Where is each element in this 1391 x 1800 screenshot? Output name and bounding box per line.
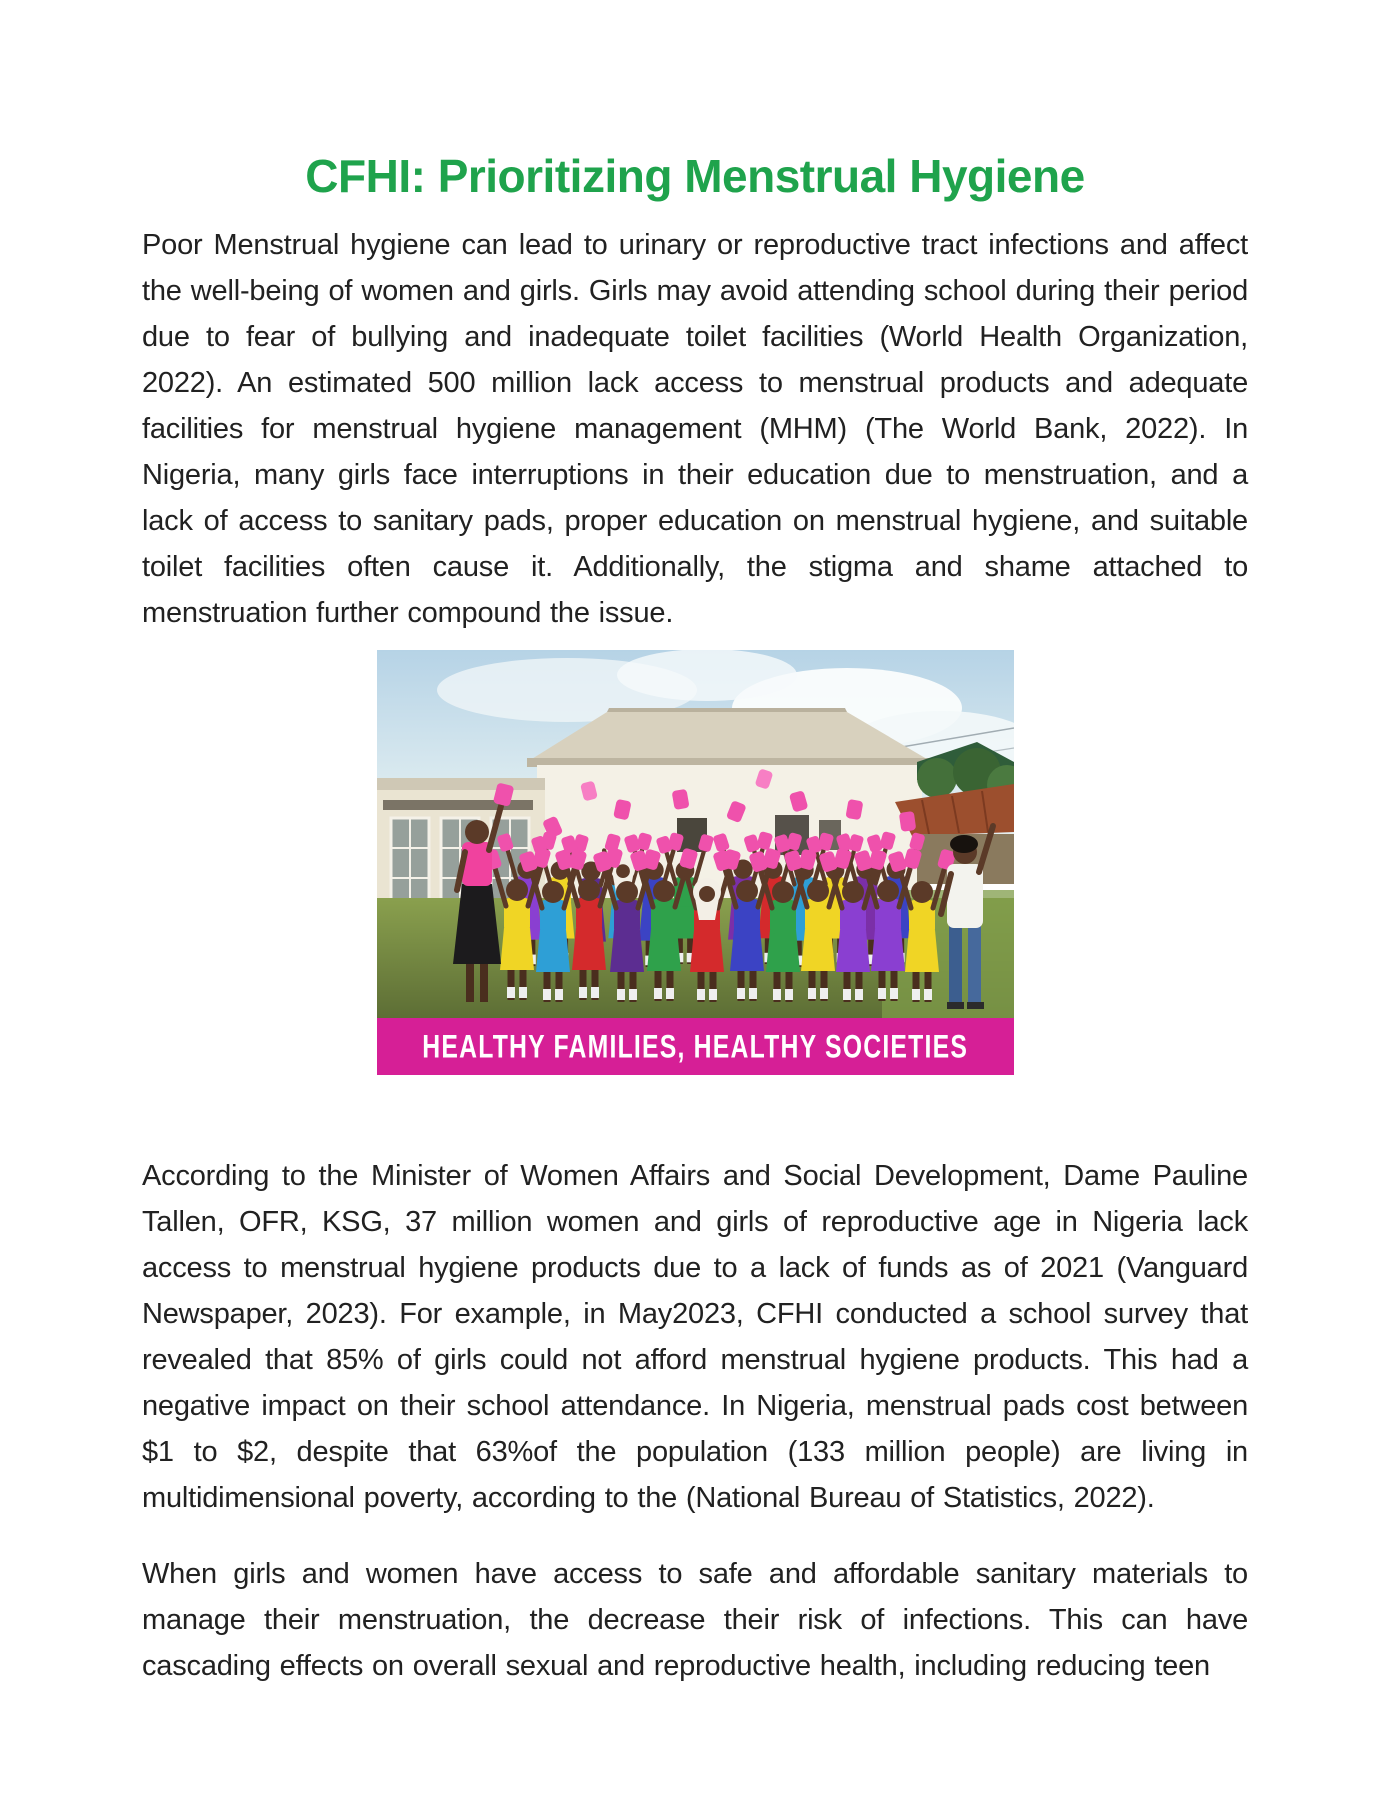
photo-figure [377, 650, 1014, 1075]
photo-banner-text: HEALTHY FAMILIES, HEALTHY SOCIETIES [422, 1027, 968, 1065]
page-title: CFHI: Prioritizing Menstrual Hygiene [305, 150, 1085, 202]
paragraph-statistics: According to the Minister of Women Affairs and Social Development, Dame Pauline Tallen, OFR, KSG, 37 million women and girls of reproductive age in Nigeria lack access to menstrual hygiene products due to a lack of funds as of 2021 (Vanguard Newspaper, 2023). For example, in May2023, CFHI conducted a school survey that revealed that 85% of girls could not afford menstrual hygiene products. This had a negative impact on their school attendance. In Nigeria, menstrual pads cost between $1 to $2, despite that 63%of the population (133 million people) are living in multidimensional poverty, according to the (National Bureau of Statistics, 2022). [142, 1160, 1248, 1514]
paragraph-intro: Poor Menstrual hygiene can lead to urinary or reproductive tract infections and affect the well-being of women and girls. Girls may avoid attending school during their period due to fear of bullying and inadequate toilet facilities (World Health Organization, 2022). An estimated 500 million lack access to menstrual products and adequate facilities for menstrual hygiene management (MHM) (The World Bank, 2022). In Nigeria, many girls face interruptions in their education due to menstruation, and a lack of access to sanitary pads, proper education on menstrual hygiene, and suitable toilet facilities often cause it. Additionally, the stigma and shame attached to menstruation further compound the issue. [142, 229, 1248, 629]
paragraph-benefits: When girls and women have access to safe and affordable sanitary materials to manage their menstruation, the decrease their risk of infections. This can have cascading effects on overall sexual and reproductive health, including reducing teen [142, 1558, 1248, 1682]
crowd-photo-illustration [377, 650, 1014, 1018]
photo-banner [377, 1018, 1014, 1075]
